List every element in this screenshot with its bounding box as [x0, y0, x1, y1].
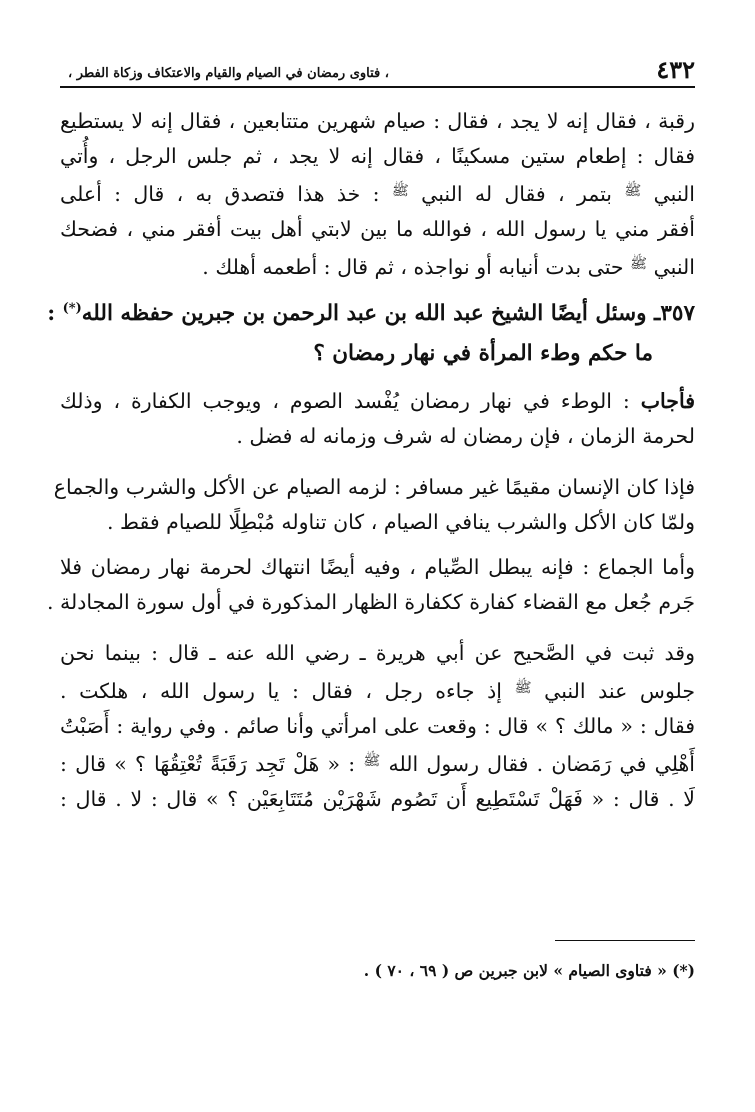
page-body [46, 52, 695, 1092]
text-line: فقال : إطعام ستين مسكينًا ، فقال إنه لا يجد ، ثم جلس الرجل ، وأُتي [60, 144, 695, 168]
pbuh-glyph: ﷺ [514, 680, 532, 697]
pbuh-glyph: ﷺ [363, 753, 381, 770]
text-line: رقبة ، فقال إنه لا يجد ، فقال : صيام شهرين متتابعين ، فقال إنه لا يستطيع [60, 109, 695, 133]
running-title: ، فتاوى رمضان في الصيام والقيام والاعتكاف وزكاة الفطر ، [68, 66, 389, 81]
text-line: جلوس عند النبي $^ﷺ$ إذ جاءه رجل ، فقال : يا رسول الله ، هلكت . [60, 679, 695, 704]
question-number: ٣٥٧ـ [654, 301, 695, 327]
text-line: أفقر مني يا رسول الله ، فوالله ما بين لابتي أهل بيت أفقر مني ، فضحك [60, 217, 695, 241]
footnote-text: « فتاوى الصيام » لابن جبرين ص ( ٦٩ ، ٧٠ ) . [363, 961, 667, 980]
text-line: فإذا كان الإنسان مقيمًا غير مسافر : لزمه الصيام عن الأكل والشرب والجماع [53, 475, 695, 500]
question-text: ما حكم وطء المرأة في نهار رمضان ؟ [313, 341, 653, 367]
text-line: جَرم جُعل مع القضاء كفارة ككفارة الظهار المذكورة في أول سورة المجادلة . [46, 590, 695, 615]
paragraph-resident [53, 470, 695, 540]
pbuh-glyph: ﷺ [391, 183, 409, 199]
paragraph-intercourse [46, 550, 695, 620]
pbuh-glyph: ﷺ [630, 256, 648, 272]
footnote [60, 960, 695, 982]
paragraph-hadith [60, 636, 695, 817]
footnote-marker: (*) [62, 301, 82, 316]
text-line: لحرمة الزمان ، فإن رمضان له شرف وزمانه له فضل . [236, 424, 695, 449]
footnote-divider [555, 940, 695, 941]
question-heading: ٣٥٧ـ وسئل أيضًا الشيخ عبد الله بن عبد الرحمن بن جبرين حفظه الله(*) : ما حكم وطء المرأة في نهار رمضان ؟ [60, 289, 695, 374]
pbuh-glyph: ﷺ [624, 183, 642, 199]
text-line: فأجاب : الوطء في نهار رمضان يُفْسد الصوم ، ويوجب الكفارة ، وذلك [60, 389, 695, 414]
answer-paragraph [60, 384, 695, 454]
answer-label: فأجاب [640, 389, 695, 414]
paragraph-hadith-continuation [60, 104, 695, 285]
text-line: فقال : « مالك ؟ » قال : وقعت على امرأتي وأنا صائم . وفي رواية : أَصَبْتُ [60, 714, 695, 739]
text-line: النبي $^ﷺ$ بتمر ، فقال له النبي $^ﷺ$ : خذ هذا فتصدق به ، قال : أعلى [60, 182, 695, 206]
text-line: ولمّا كان الأكل والشرب ينافي الصيام ، كان تناوله مُبْطِلًا للصيام فقط . [106, 510, 695, 535]
text-line: النبي $^ﷺ$ حتى بدت أنيابه أو نواجذه ، ثم قال : أطعمه أهلك . [202, 255, 695, 279]
text-line: وأما الجماع : فإنه يبطل الصِّيام ، وفيه أيضًا انتهاك لحرمة نهار رمضان فلا [60, 555, 695, 580]
question-intro: وسئل أيضًا الشيخ عبد الله بن عبد الرحمن بن جبرين حفظه الله [81, 301, 647, 327]
text-line: لَا . قال : « فَهَلْ تَسْتَطِيع أَن تَصُوم شَهْرَيْن مُتَتَابِعَيْن ؟ » قال : لا . قال : [60, 787, 695, 812]
page-number: ٤٣٢ [656, 55, 695, 84]
text-line: وقد ثبت في الصَّحيح عن أبي هريرة ـ رضي الله عنه ـ قال : بينما نحن [60, 641, 695, 666]
text-line: أَهْلِي في رَمَضان . فقال رسول الله $^ﷺ$ : « هَلْ تَجِد رَقَبَةً تُعْتِقُهَا ؟ » قال : [60, 752, 695, 777]
footnote-marker: (*) [672, 961, 695, 980]
running-header [60, 52, 695, 88]
